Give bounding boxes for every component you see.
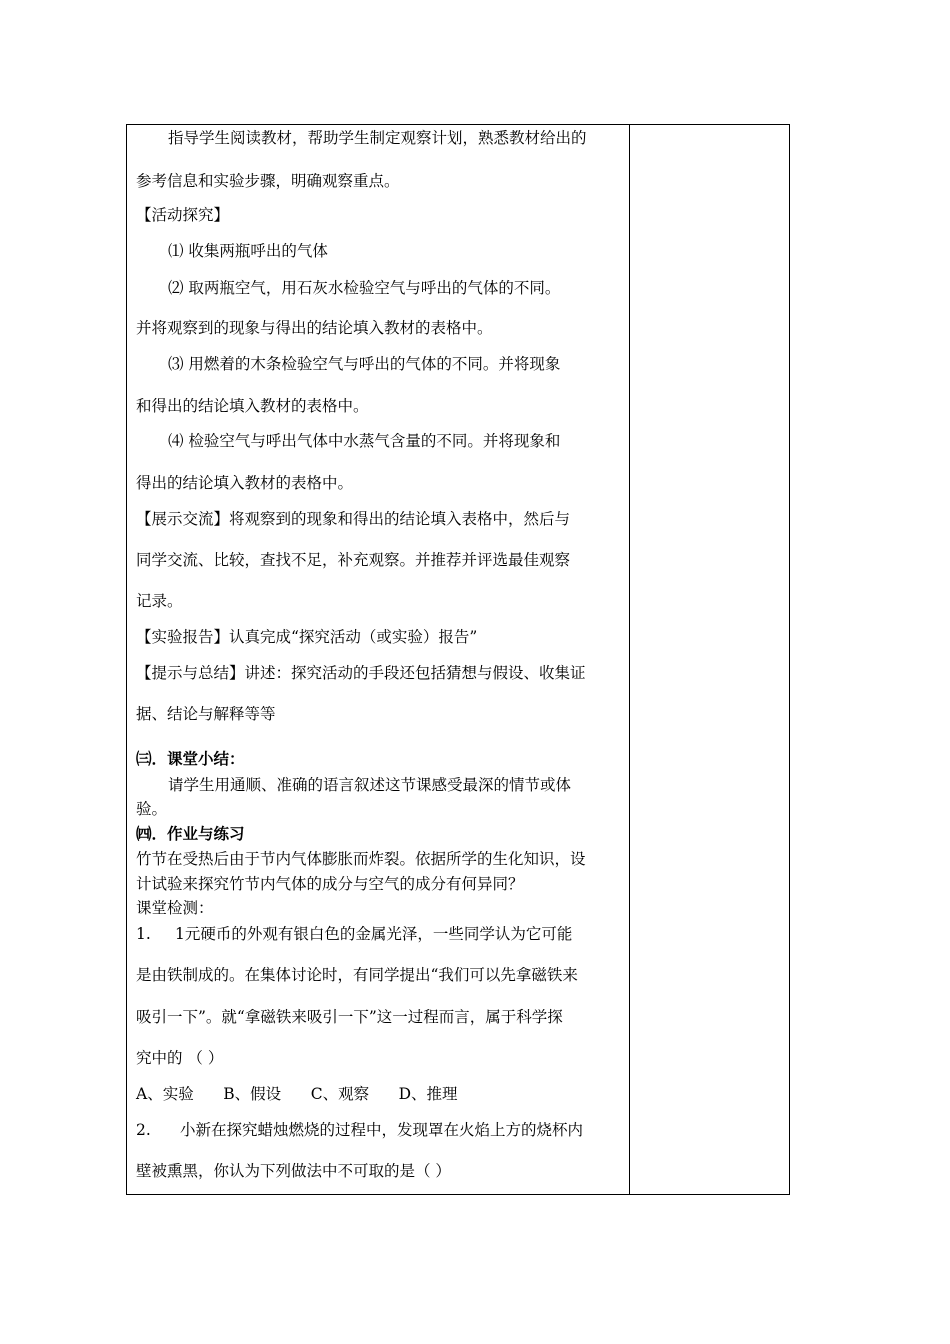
step-3-line-1: ⑶ 用燃着的木条检验空气与呼出的气体的不同。并将现象: [168, 355, 561, 373]
homework-line-2: 计试验来探究竹节内气体的成分与空气的成分有何异同？: [136, 875, 524, 893]
exchange-line-3: 记录。: [136, 592, 183, 610]
class-check-label: 课堂检测：: [136, 899, 214, 917]
question-1-line-1: 1元硬币的外观有银白色的金属光泽，一些同学认为它可能: [175, 925, 573, 943]
question-2-number: 2.: [136, 1121, 151, 1139]
exchange-line-1: 【展示交流】将观察到的现象和得出的结论填入表格中，然后与: [136, 510, 571, 528]
question-1-number: 1.: [136, 925, 151, 943]
guidance-line-2: 参考信息和实验步骤，明确观察重点。: [136, 172, 400, 190]
question-1-line-3: 吸引一下”。就“拿磁铁来吸引一下”这一过程而言，属于科学探: [136, 1008, 563, 1026]
step-4-line-2: 得出的结论填入教材的表格中。: [136, 474, 354, 492]
exchange-line-2: 同学交流、比较，查找不足，补充观察。并推荐并评选最佳观察: [136, 551, 571, 569]
step-3-line-2: 和得出的结论填入教材的表格中。: [136, 397, 369, 415]
section-3-text-line-1: 请学生用通顺、准确的语言叙述这节课感受最深的情节或体: [168, 776, 572, 794]
question-1-options: A、实验 B、假设 C、观察 D、推理: [136, 1085, 458, 1103]
guidance-line-1: 指导学生阅读教材，帮助学生制定观察计划，熟悉教材给出的: [168, 129, 587, 147]
section-3-text-line-2: 验。: [136, 800, 168, 818]
section-3-heading: ㈢．课堂小结：: [136, 749, 245, 768]
homework-line-1: 竹节在受热后由于节内气体膨胀而炸裂。依据所学的生化知识，设: [136, 850, 586, 868]
activity-heading: 【活动探究】: [136, 206, 230, 224]
column-divider: [629, 124, 630, 1195]
section-4-heading: ㈣．作业与练习: [136, 824, 245, 843]
question-2-line-1: 小新在探究蜡烛燃烧的过程中，发现罩在火焰上方的烧杯内: [180, 1121, 584, 1139]
summary-line-2: 据、结论与解释等等: [136, 705, 276, 723]
question-1-line-2: 是由铁制成的。在集体讨论时，有同学提出“我们可以先拿磁铁来: [136, 966, 578, 984]
step-1: ⑴ 收集两瓶呼出的气体: [168, 242, 328, 260]
question-1-line-4: 究中的 （ ）: [136, 1049, 224, 1067]
step-2-line-2: 并将观察到的现象与得出的结论填入教材的表格中。: [136, 319, 493, 337]
report-line: 【实验报告】认真完成“探究活动（或实验）报告”: [136, 628, 478, 646]
question-2-line-2: 壁被熏黑，你认为下列做法中不可取的是（ ）: [136, 1162, 451, 1180]
step-2-line-1: ⑵ 取两瓶空气，用石灰水检验空气与呼出的气体的不同。: [168, 279, 561, 297]
summary-line-1: 【提示与总结】讲述：探究活动的手段还包括猜想与假设、收集证: [136, 664, 586, 682]
step-4-line-1: ⑷ 检验空气与呼出气体中水蒸气含量的不同。并将现象和: [168, 432, 561, 450]
